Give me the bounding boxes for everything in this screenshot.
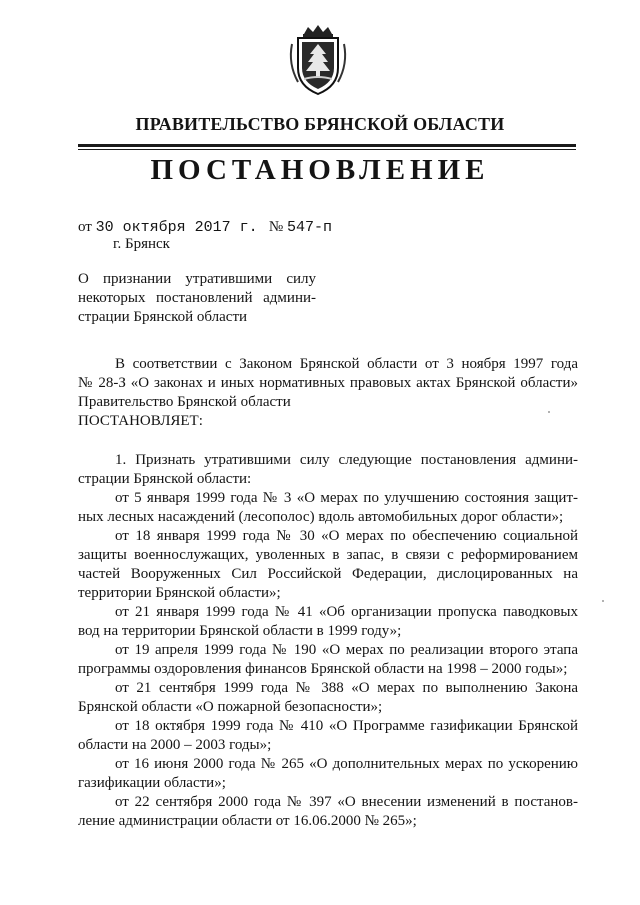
document-body (78, 355, 578, 831)
header-rule-thick (78, 144, 576, 147)
resolves-word: ПОСТАНОВЛЯЕТ: (78, 413, 203, 429)
subject-line: О признании утратившими силу (78, 271, 316, 287)
document-meta (78, 218, 332, 237)
preamble-line: В соответствии с Законом Брянской области от 3 ноября 1997 года (115, 356, 578, 372)
header-rule-thin (78, 149, 576, 150)
document-city: г. Брянск (113, 236, 170, 252)
subject-line: страции Брянской области (78, 309, 248, 325)
act-line: от 21 сентября 1999 года № 388 «О мерах по выполнению Закона (115, 680, 578, 696)
document-type-title: ПОСТАНОВЛЕНИЕ (150, 154, 490, 186)
scan-speck (602, 600, 604, 602)
act-line: частей Вооруженных Сил Российской Федерации, дислоцированных на (78, 566, 578, 582)
act-line: вод на территории Брянской области в 1999 году»; (78, 623, 402, 639)
act-line: программы оздоровления финансов Брянской области на 1998 – 2000 годы»; (78, 661, 568, 677)
act-line: ных лесных насаждений (лесополос) вдоль автомобильных дорог области»; (78, 509, 564, 525)
act-line: от 5 января 1999 года № 3 «О мерах по улучшению состояния защит- (115, 490, 578, 506)
subject-line: некоторых постановлений админи- (78, 290, 316, 306)
bryansk-coat-of-arms-icon (286, 24, 350, 96)
act-line: области на 2000 – 2003 годы»; (78, 737, 272, 753)
act-line: газификации области»; (78, 775, 226, 791)
act-line: от 19 апреля 1999 года № 190 «О мерах по реализации второго этапа (115, 642, 578, 658)
act-line: Брянской области «О пожарной безопасности»; (78, 699, 383, 715)
document-subject (78, 270, 316, 327)
preamble-line: Правительство Брянской области (78, 394, 291, 410)
item-1-line: 1. Признать утратившими силу следующие постановления админи- (115, 452, 578, 468)
act-line: территории Брянской области»; (78, 585, 281, 601)
act-line: от 16 июня 2000 года № 265 «О дополнительных мерах по ускорению (115, 756, 578, 772)
act-line: от 18 октября 1999 года № 410 «О Программе газификации Брянской (115, 718, 578, 734)
date-prefix: от (78, 219, 92, 235)
act-line: от 21 января 1999 года № 41 «Об организации пропуска паводковых (115, 604, 578, 620)
preamble-line: № 28-З «О законах и иных нормативных правовых актах Брянской области» (78, 375, 578, 391)
document-date: 30 октября 2017 г. (95, 219, 258, 236)
item-1-line: страции Брянской области: (78, 471, 252, 487)
act-line: от 18 января 1999 года № 30 «О мерах по обеспечению социальной (115, 528, 578, 544)
document-number: 547-п (286, 219, 332, 236)
act-line: ление администрации области от 16.06.2000 № 265»; (78, 813, 417, 829)
act-line: от 22 сентября 2000 года № 397 «О внесении изменений в постанов- (115, 794, 578, 810)
number-label: № (268, 219, 284, 235)
act-line: защиты военнослужащих, уволенных в запас, в связи с реформированием (78, 547, 578, 563)
scan-speck (548, 411, 550, 413)
organization-title: ПРАВИТЕЛЬСТВО БРЯНСКОЙ ОБЛАСТИ (135, 114, 505, 134)
